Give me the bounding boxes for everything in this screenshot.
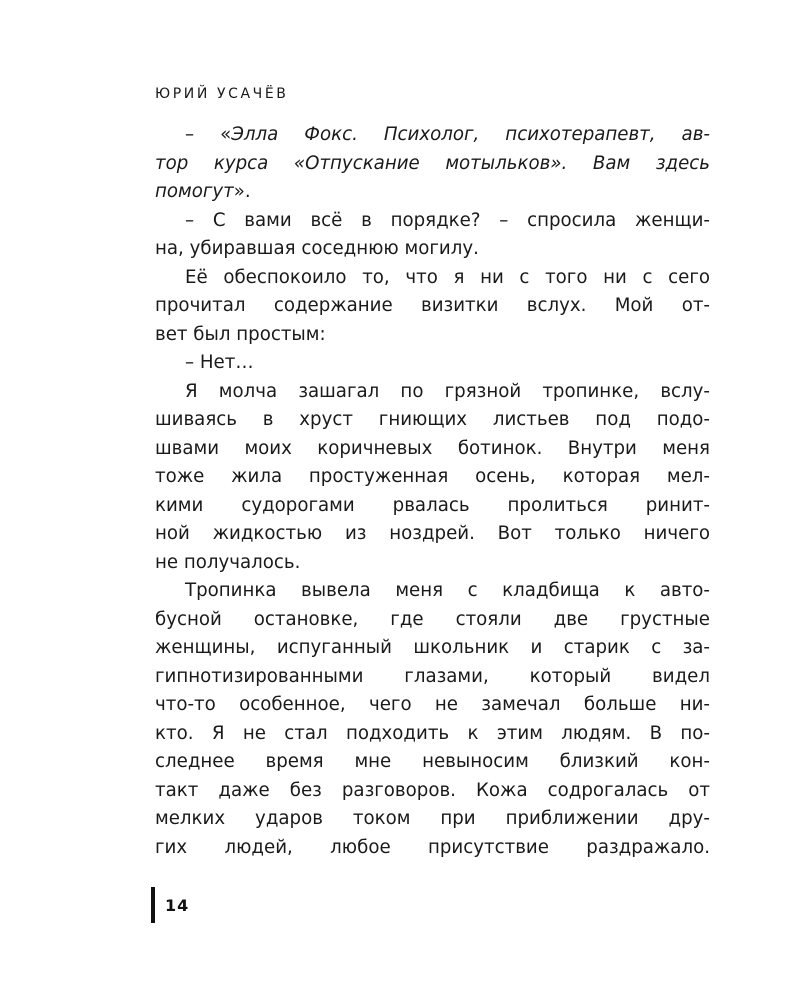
text-line: ной жидкостью из ноздрей. Вот только ничего: [155, 523, 710, 544]
italic-quote: помогут: [155, 181, 234, 202]
text-line: что-то особенное, чего не замечал больше ни-: [155, 694, 710, 715]
text-line: Я молча зашагал по грязной тропинке, вслу-: [185, 380, 710, 402]
italic-quote: тор курса «Отпускание мотыльков». Вам здесь: [155, 152, 710, 174]
text-line: гипнотизированными глазами, который видел: [155, 665, 710, 687]
text-line: [155, 121, 710, 150]
text-segment: ».: [233, 181, 251, 202]
text-line: такт даже без разговоров. Кожа содрогалась от: [155, 779, 710, 801]
text-line: прочитал содержание визитки вслух. Мой от-: [155, 295, 710, 316]
page-number: 14: [165, 896, 190, 915]
text-line: кими судорогами рвалась пролиться ринит-: [155, 494, 710, 516]
running-head-author: ЮРИЙ УСАЧЁВ: [155, 86, 289, 102]
text-line: мелких ударов током при приближении дру-: [155, 808, 710, 829]
italic-quote: Элла Фокс. Психолог, психотерапевт, ав-: [231, 124, 710, 145]
text-line: [155, 178, 710, 207]
text-line: женщины, испуганный школьник и старик с за-: [155, 637, 710, 658]
text-line: вет был простым:: [155, 323, 326, 345]
text-line: – Нет…: [185, 352, 254, 373]
text-line: на, убиравшая соседнюю могилу.: [155, 238, 479, 259]
text-line: шиваясь в хруст гниющих листьев под подо-: [155, 409, 710, 430]
folio-bar: [151, 887, 155, 923]
text-line: бусной остановке, где стояли две грустные: [155, 608, 710, 630]
text-line: швами моих коричневых ботинок. Внутри меня: [155, 437, 710, 459]
text-line: Её обеспокоило то, что я ни с того ни с сего: [185, 266, 710, 288]
text-line: следнее время мне невыносим близкий кон-: [155, 751, 710, 772]
text-line: Тропинка вывела меня с кладбища к авто-: [185, 580, 710, 601]
text-segment: – «: [185, 124, 232, 145]
text-line: кто. Я не стал подходить к этим людям. В по-: [155, 722, 710, 744]
text-line: [155, 150, 710, 179]
text-line: гих людей, любое присутствие раздражало.: [155, 836, 710, 858]
text-line: тоже жила простуженная осень, которая мел-: [155, 466, 710, 487]
body-text: [155, 121, 710, 862]
text-line: – С вами всё в порядке? – спросила женщи-: [185, 209, 710, 231]
text-line: не получалось.: [155, 551, 301, 573]
